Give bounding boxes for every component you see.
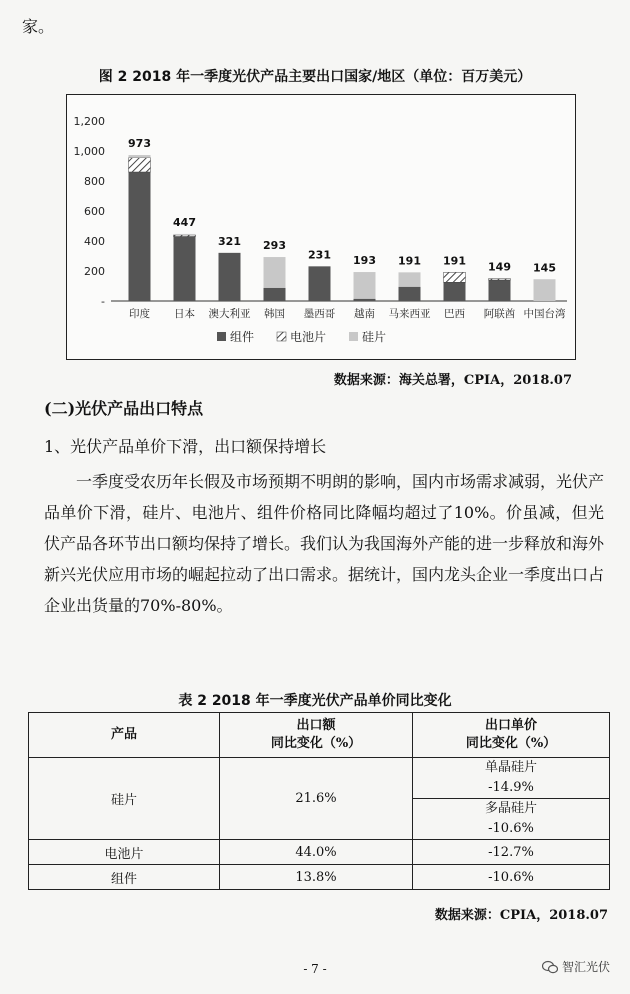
cell-sub-value: -14.9% xyxy=(413,778,610,799)
y-tick-label: - xyxy=(101,295,105,308)
bar-segment xyxy=(444,282,466,301)
page-number: - 7 - xyxy=(303,962,327,976)
category-label: 巴西 xyxy=(444,308,465,320)
cell-sub-value: -10.6% xyxy=(413,819,610,840)
cell-sub-label: 单晶硅片 xyxy=(413,758,610,779)
cell-export-change: 21.6% xyxy=(220,758,413,840)
y-tick-label: 200 xyxy=(84,265,105,278)
legend-label: 硅片 xyxy=(362,330,387,344)
header-product: 产品 xyxy=(29,713,220,758)
subheading: 1、光伏产品单价下滑，出口额保持增长 xyxy=(44,437,327,456)
legend-label: 组件 xyxy=(230,330,255,344)
price-change-table xyxy=(28,712,610,890)
chart-frame xyxy=(66,94,576,360)
data-label: 231 xyxy=(308,248,331,262)
figure-source: 数据来源：海关总署，CPIA，2018.07 xyxy=(333,373,572,388)
bar-segment xyxy=(129,158,151,172)
cell-export-change: 13.8% xyxy=(220,865,413,890)
category-label: 中国台湾 xyxy=(523,308,566,320)
bar-segment xyxy=(399,287,421,301)
category-label: 澳大利亚 xyxy=(208,308,251,320)
cell-product: 电池片 xyxy=(29,840,220,865)
data-label: 193 xyxy=(353,254,376,268)
table-header-row xyxy=(29,713,610,758)
bar-segment xyxy=(174,234,196,235)
y-tick-label: 800 xyxy=(84,175,105,188)
category-label: 越南 xyxy=(354,308,375,320)
bar-segment xyxy=(489,280,511,301)
cell-price-change: -12.7% xyxy=(413,840,610,865)
brand-watermark xyxy=(542,958,610,975)
table-row xyxy=(29,865,610,890)
legend-swatch xyxy=(349,332,358,341)
export-bar-chart xyxy=(67,95,575,359)
category-label: 阿联酋 xyxy=(483,308,516,320)
data-label: 321 xyxy=(218,234,241,248)
cell-product: 硅片 xyxy=(29,758,220,840)
legend-label: 电池片 xyxy=(290,330,327,344)
data-label: 191 xyxy=(398,254,421,268)
cell-price-change: -10.6% xyxy=(413,865,610,890)
bar-segment xyxy=(264,288,286,301)
data-label: 149 xyxy=(488,260,511,274)
cell-sub-label: 多晶硅片 xyxy=(413,799,610,820)
table-row xyxy=(29,840,610,865)
bar-segment xyxy=(129,155,151,158)
bar-segment xyxy=(399,272,421,286)
table-title: 表 2 2018 年一季度光伏产品单价同比变化 xyxy=(178,693,452,709)
bar-segment xyxy=(219,253,241,301)
bar-segment xyxy=(354,272,376,299)
category-label: 墨西哥 xyxy=(303,308,336,320)
data-label: 191 xyxy=(443,254,466,268)
bar-segment xyxy=(534,279,556,301)
bar-segment xyxy=(174,237,196,302)
y-tick-label: 600 xyxy=(84,205,105,218)
category-label: 韩国 xyxy=(264,308,285,320)
table-source: 数据来源：CPIA，2018.07 xyxy=(434,908,608,923)
data-label: 145 xyxy=(533,261,556,275)
bar-segment xyxy=(309,266,331,301)
wechat-icon xyxy=(542,960,558,974)
header-export-change: 出口额 同比变化（%） xyxy=(220,713,413,758)
bar-segment xyxy=(264,257,286,288)
body-paragraph xyxy=(44,466,604,621)
data-label: 293 xyxy=(263,239,286,253)
legend-swatch xyxy=(277,332,286,341)
lead-text: 家。 xyxy=(22,17,55,36)
cell-export-change: 44.0% xyxy=(220,840,413,865)
bar-segment xyxy=(444,272,466,282)
category-label: 印度 xyxy=(129,308,150,320)
category-label: 日本 xyxy=(174,308,195,320)
header-price-change: 出口单价 同比变化（%） xyxy=(413,713,610,758)
y-tick-label: 1,000 xyxy=(73,145,105,158)
y-tick-label: 400 xyxy=(84,235,105,248)
paragraph-text: 一季度受农历年长假及市场预期不明朗的影响，国内市场需求减弱，光伏产品单价下滑，硅片、电池片、组件价格同比降幅均超过了10%。价虽减，但光伏产品各环节出口额均保持了增长。我们认为我国海外产能的进一步释放和海外新兴光伏应用市场的崛起拉动了出口需求。据统计，国内龙头企业一季度出口占企业出货量的70%-80%。 xyxy=(44,472,605,615)
data-label: 973 xyxy=(128,137,151,151)
bar-segment xyxy=(354,299,376,301)
data-label: 447 xyxy=(173,215,196,229)
figure-title: 图 2 2018 年一季度光伏产品主要出口国家/地区（单位：百万美元） xyxy=(98,69,532,85)
y-tick-label: 1,200 xyxy=(73,115,105,128)
brand-name: 智汇光伏 xyxy=(561,960,610,974)
bar-segment xyxy=(129,172,151,301)
category-label: 马来西亚 xyxy=(388,308,431,320)
legend-swatch xyxy=(217,332,226,341)
bar-segment xyxy=(174,235,196,237)
section-heading: (二)光伏产品出口特点 xyxy=(44,399,204,418)
bar-segment xyxy=(489,279,511,280)
table-row xyxy=(29,758,610,779)
cell-product: 组件 xyxy=(29,865,220,890)
